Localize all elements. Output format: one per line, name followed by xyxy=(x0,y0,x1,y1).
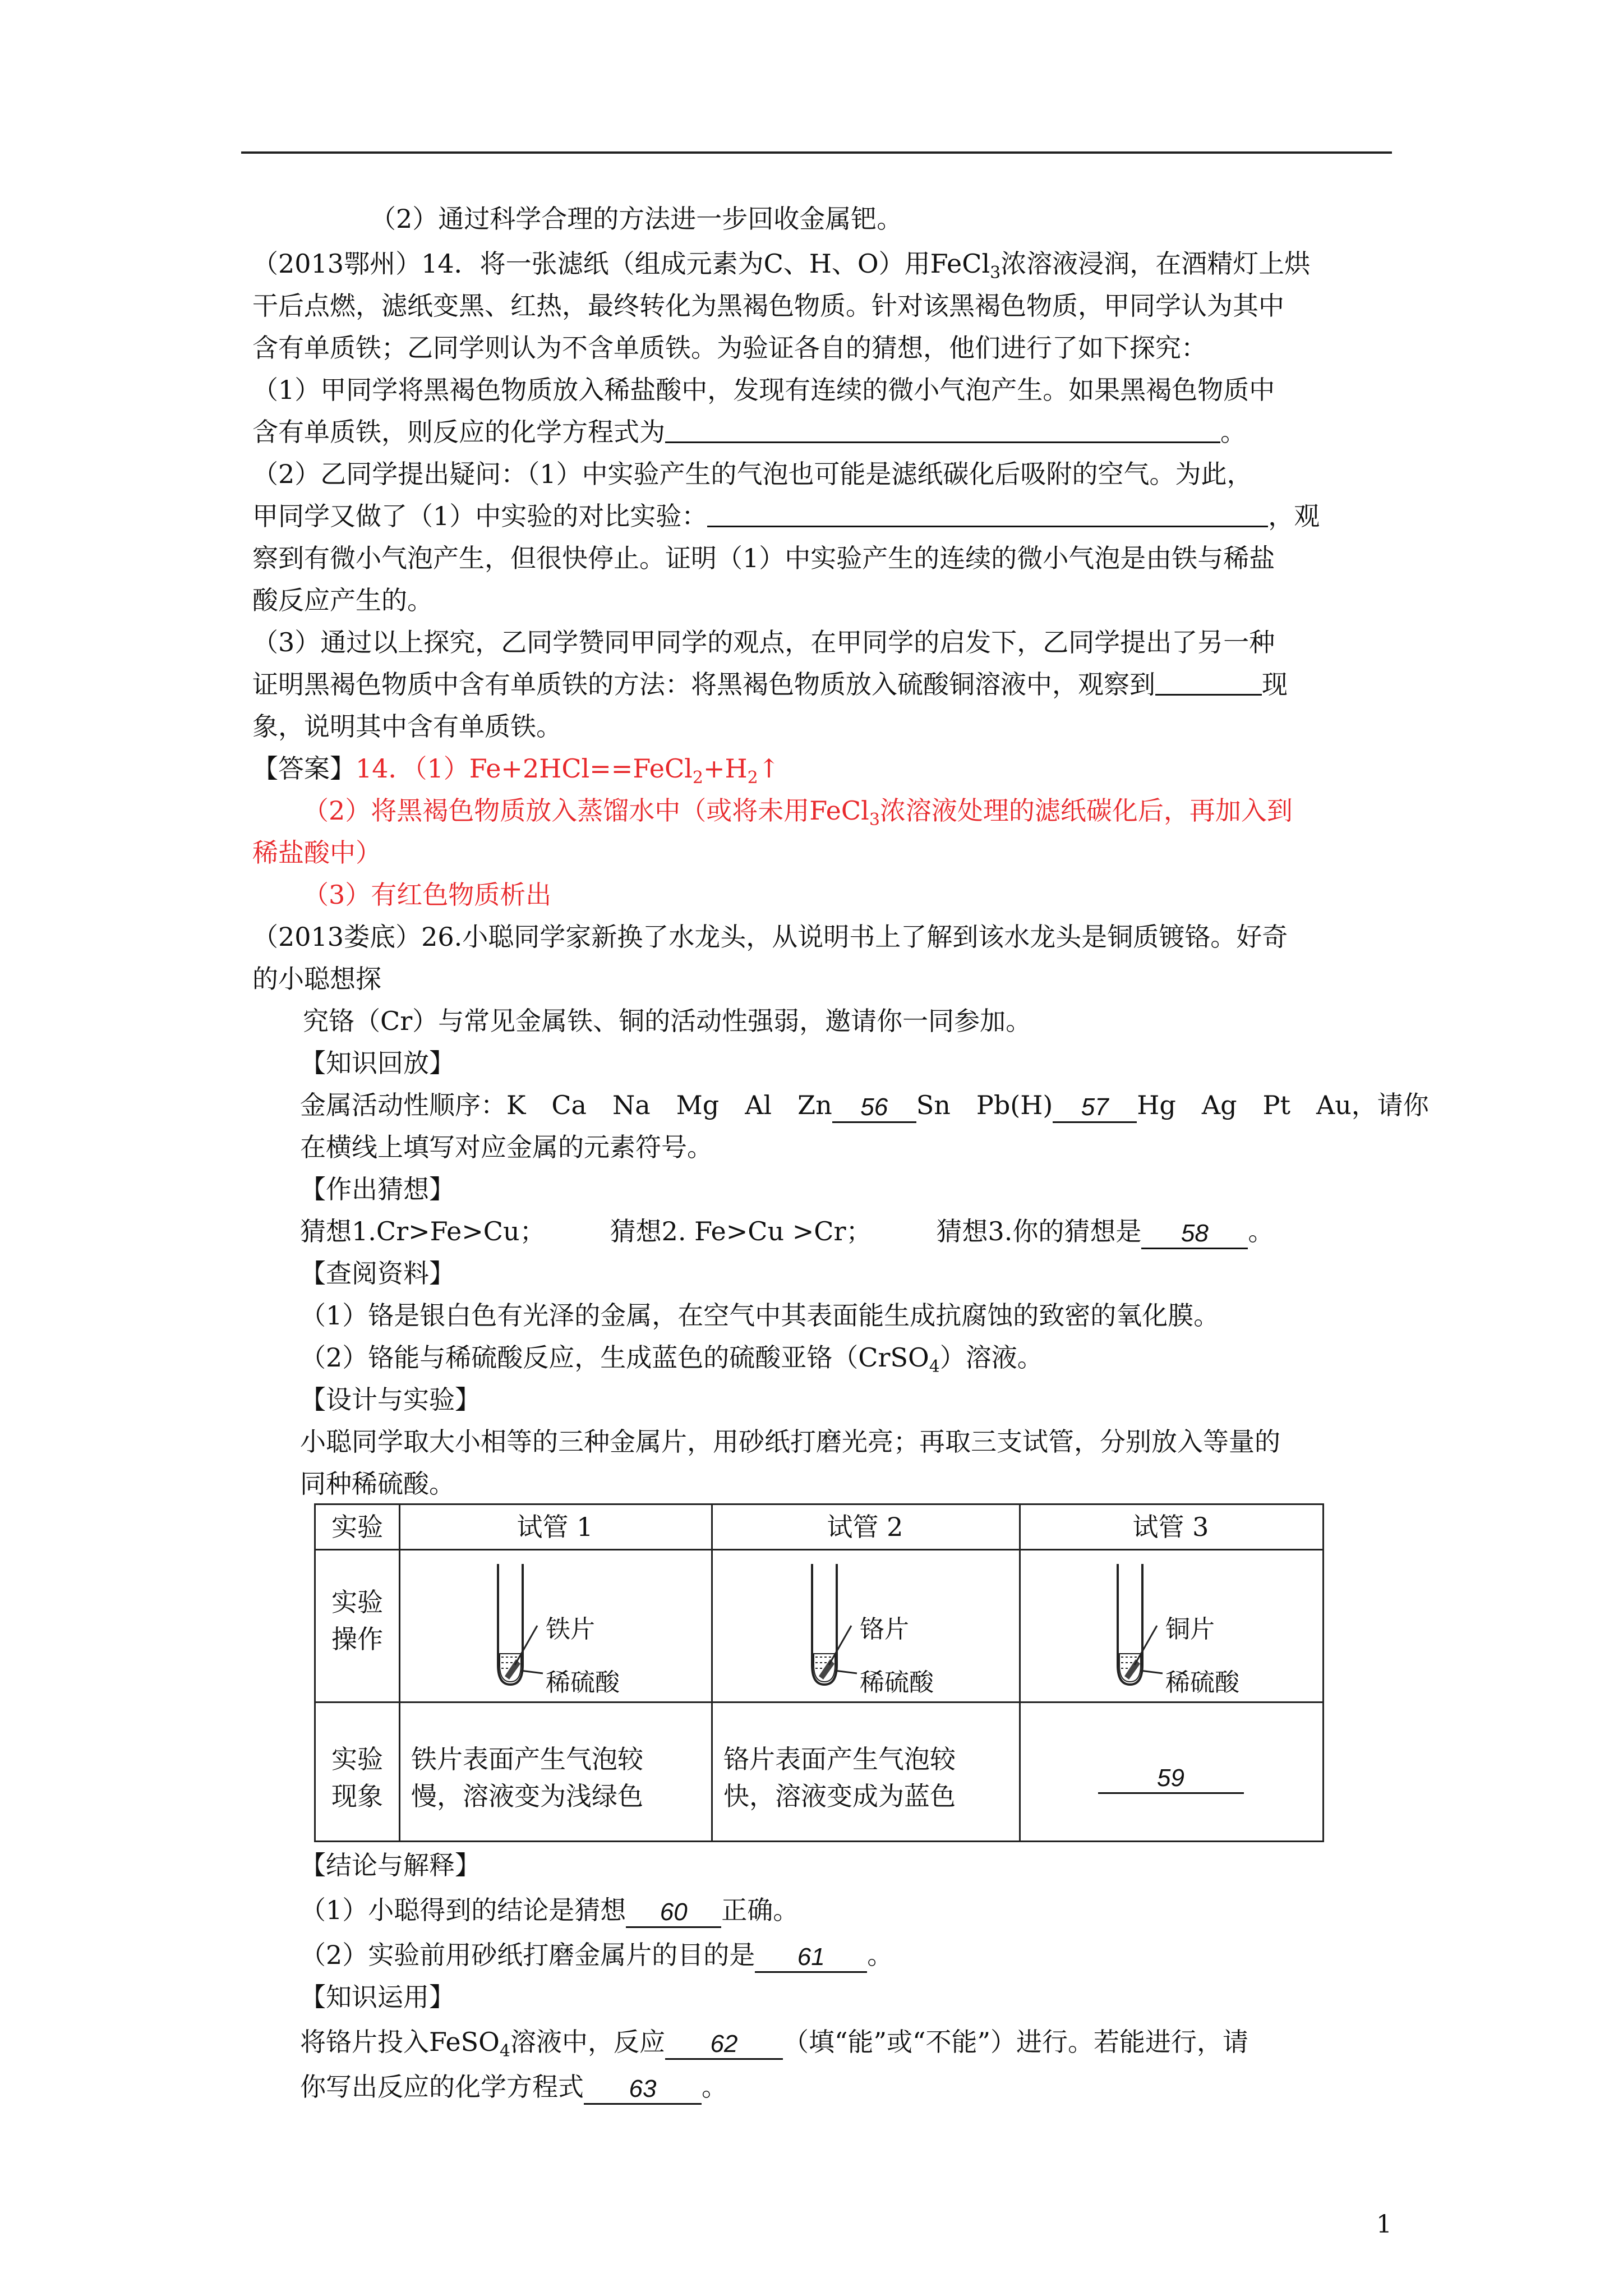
question-14-intro: （2013鄂州）14．将一张滤纸（组成元素为C、H、O）用FeCl$_3$浓溶液浸润，在酒精灯上烘 xyxy=(252,249,1311,283)
observation-cell xyxy=(1019,1757,1322,1795)
text-line-with-blank: 猜想1.Cr>Fe>Cu； 猜想2. Fe>Cu >Cr； 猜想3.你的猜想是 58 。 xyxy=(300,1214,1438,1249)
text-line: 含有单质铁；乙同学则认为不含单质铁。为验证各自的猜想，他们进行了如下探究： xyxy=(252,333,1207,363)
acid-label: 稀硫酸 xyxy=(546,1668,620,1697)
experiment-table xyxy=(314,1503,1324,1842)
text-line: （1）铬是银白色有光泽的金属，在空气中其表面能生成抗腐蚀的致密的氧化膜。 xyxy=(300,1300,1220,1331)
observation-cell: 铁片表面产生气泡较 慢，溶液变为浅绿色 xyxy=(411,1744,643,1811)
text-line: 察到有微小气泡产生，但很快停止。证明（1）中实验产生的连续的微小气泡是由铁与稀盐 xyxy=(252,543,1275,573)
text-line-with-blank: 将铬片投入FeSO$_4$溶液中，反应 62 （填“能”或“不能”）进行。若能进行，请 xyxy=(300,2027,1249,2061)
text-line-with-blank: 含有单质铁，则反应的化学方程式为 。 xyxy=(252,417,1246,447)
test-tube-icon xyxy=(1101,1558,1168,1693)
table-header: 试管 1 xyxy=(517,1512,593,1542)
text-line: 究铬（Cr）与常见金属铁、铜的活动性强弱，邀请你一同参加。 xyxy=(303,1006,1032,1036)
row-label: 实验 操作 xyxy=(331,1587,383,1654)
header-rule xyxy=(241,151,1392,154)
table-header: 实验 xyxy=(331,1512,383,1542)
text-line: （2）乙同学提出疑问：（1）中实验产生的气泡也可能是滤纸碳化后吸附的空气。为此， xyxy=(252,459,1253,489)
text-line: 的小聪想探 xyxy=(252,964,381,994)
text-line: 小聪同学取大小相等的三种金属片，用砂纸打磨光亮；再取三支试管，分别放入等量的 xyxy=(300,1427,1280,1457)
metal-label: 铁片 xyxy=(546,1615,595,1644)
section-heading: 【结论与解释】 xyxy=(300,1850,481,1880)
text-line: （2）铬能与稀硫酸反应，生成蓝色的硫酸亚铬（CrSO$_4$）溶液。 xyxy=(300,1342,1043,1377)
text-line-with-blank: 你写出反应的化学方程式 63 。 xyxy=(300,2070,1438,2105)
section-heading: 【设计与实验】 xyxy=(300,1384,481,1415)
answer-line: 【答案】14．$(1)Fe+2HCl==FeCl_2+H_2↑$ xyxy=(252,753,780,788)
answer-line: （2）将黑褐色物质放入蒸馏水中（或将未用FeCl$_3$浓溶液处理的滤纸碳化后，再加入到 xyxy=(303,795,1293,830)
text-line: 同种稀硫酸。 xyxy=(300,1469,455,1499)
text-line: （3）通过以上探究，乙同学赞同甲同学的观点，在甲同学的启发下，乙同学提出了另一种 xyxy=(252,627,1275,657)
answer-blank-60[interactable]: 60 xyxy=(626,1898,721,1928)
table-header: 试管 3 xyxy=(1132,1512,1209,1542)
answer-blank-59[interactable]: 59 xyxy=(1098,1764,1244,1794)
answer-blank-62[interactable]: 62 xyxy=(665,2030,783,2060)
text-line-with-blank: （1）小聪得到的结论是猜想 60 正确。 xyxy=(300,1893,1438,1928)
answer-blank-57[interactable]: 57 xyxy=(1053,1093,1137,1123)
table-header: 试管 2 xyxy=(827,1512,903,1542)
text-line-with-blank: 证明黑褐色物质中含有单质铁的方法：将黑褐色物质放入硫酸铜溶液中，观察到 现 xyxy=(252,669,1288,700)
section-heading: 【知识回放】 xyxy=(300,1048,455,1078)
acid-label: 稀硫酸 xyxy=(860,1668,934,1697)
row-label: 实验 现象 xyxy=(331,1744,383,1811)
text-line: 在横线上填写对应金属的元素符号。 xyxy=(300,1132,713,1162)
answer-line: （3）有红色物质析出 xyxy=(303,880,552,910)
section-heading: 【作出猜想】 xyxy=(300,1174,455,1204)
answer-blank-56[interactable]: 56 xyxy=(832,1093,916,1123)
acid-label: 稀硫酸 xyxy=(1165,1668,1239,1697)
answer-blank-63[interactable]: 63 xyxy=(584,2075,702,2105)
answer-line: 稀盐酸中） xyxy=(252,838,381,868)
text-line-with-blank: 甲同学又做了（1）中实验的对比实验： ，观 xyxy=(252,501,1320,531)
question-26-intro: （2013娄底）26.小聪同学家新换了水龙头，从说明书上了解到该水龙头是铜质镀铬。好奇 xyxy=(252,922,1288,952)
answer-blank-58[interactable]: 58 xyxy=(1141,1220,1248,1249)
test-tube-icon xyxy=(795,1558,863,1693)
answer-blank[interactable] xyxy=(707,500,1268,527)
answer-blank-61[interactable]: 61 xyxy=(755,1943,867,1973)
text-line-with-blank: （2）实验前用砂纸打磨金属片的目的是 61 。 xyxy=(300,1938,1438,1973)
section-heading: 【查阅资料】 xyxy=(300,1258,455,1289)
metal-label: 铜片 xyxy=(1165,1615,1215,1644)
metal-label: 铬片 xyxy=(860,1615,909,1644)
test-tube-icon xyxy=(481,1558,548,1693)
text-line: 干后点燃，滤纸变黑、红热，最终转化为黑褐色物质。针对该黑褐色物质，甲同学认为其中 xyxy=(252,291,1284,321)
text-line: 酸反应产生的。 xyxy=(252,585,433,615)
text-line: （1）甲同学将黑褐色物质放入稀盐酸中，发现有连续的微小气泡产生。如果黑褐色物质中 xyxy=(252,375,1275,405)
page-number: 1 xyxy=(1376,2210,1392,2239)
observation-cell: 铬片表面产生气泡较 快，溶液变成为蓝色 xyxy=(723,1744,956,1811)
answer-blank[interactable] xyxy=(1155,668,1262,696)
section-heading: 【知识运用】 xyxy=(300,1982,455,2012)
answer-blank[interactable] xyxy=(665,416,1220,443)
text-line: 象，说明其中含有单质铁。 xyxy=(252,711,562,742)
text-line-with-blanks: 金属活动性顺序：K Ca Na Mg Al Zn 56 Sn Pb(H) 57 Hg Ag Pt Au，请你 xyxy=(300,1088,1438,1123)
text-line: （2）通过科学合理的方法进一步回收金属钯。 xyxy=(370,204,903,234)
